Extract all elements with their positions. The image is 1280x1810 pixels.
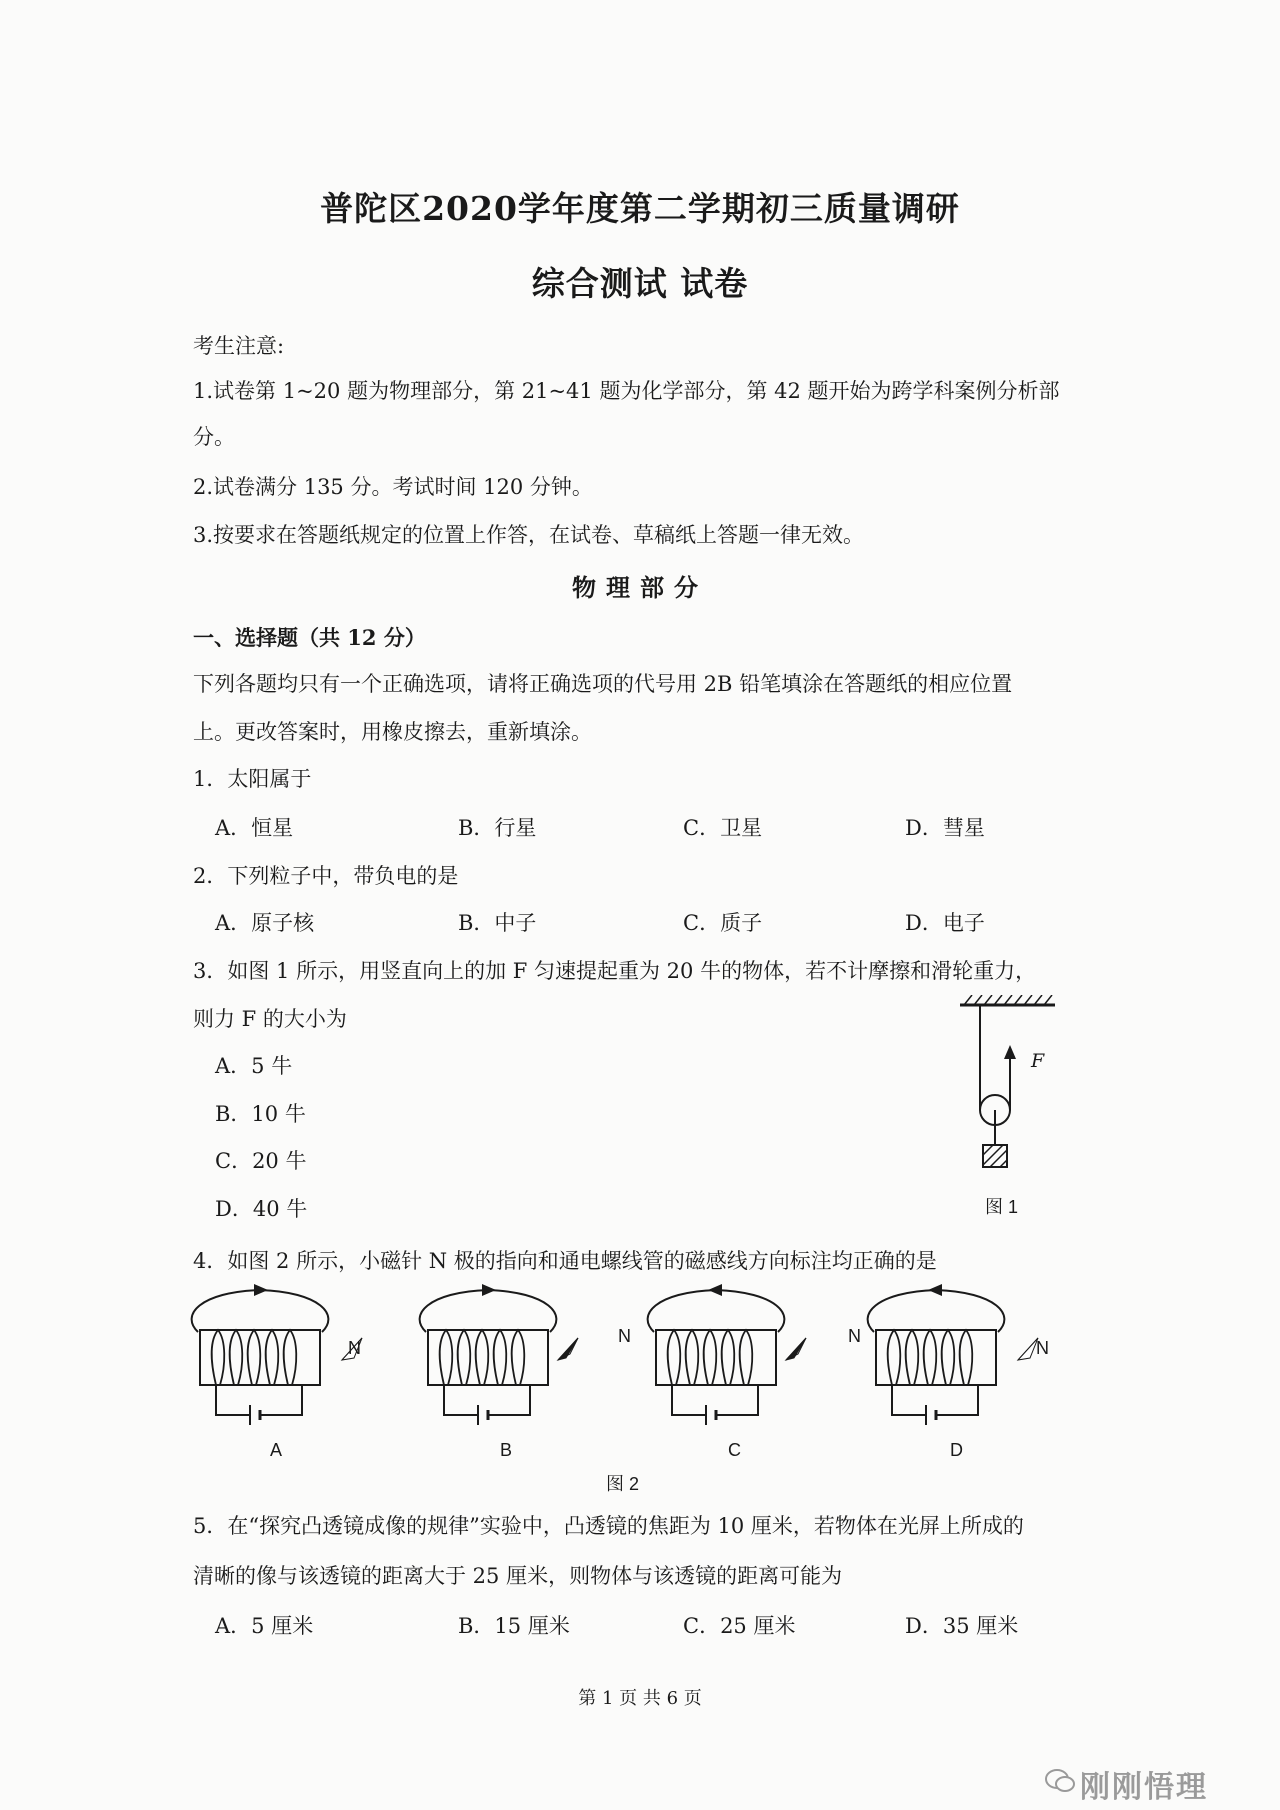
figure-1-label: 图 1: [985, 1197, 1019, 1217]
needle-label-a: N: [348, 1338, 361, 1358]
q3-stem-cont: 则力 F 的大小为: [193, 1007, 347, 1031]
notice-item-2: 2.试卷满分 135 分。考试时间 120 分钟。: [193, 475, 593, 499]
page-number: 第 1 页 共 6 页: [578, 1688, 702, 1709]
needle-label-b: N: [618, 1326, 631, 1346]
part1-instruction: 下列各题均只有一个正确选项，请将正确选项的代号用 2B 铅笔填涂在答题纸的相应位置: [193, 672, 1013, 696]
pulley-diagram: [950, 995, 1070, 1225]
q2-option-d: D．电子: [905, 911, 985, 935]
figure-2-label: 图 2: [606, 1474, 640, 1494]
q5-option-b: B．15 厘米: [458, 1614, 570, 1638]
solenoid-diagram: [190, 1280, 1090, 1460]
q5-option-d: D．35 厘米: [905, 1614, 1019, 1638]
q2-option-c: C．质子: [683, 911, 763, 935]
q1-option-a: A．恒星: [215, 816, 294, 840]
needle-label-d: N: [1036, 1338, 1049, 1358]
q3-option-a: A．5 牛: [215, 1054, 293, 1078]
exam-title: 普陀区2020学年度第二学期初三质量调研: [320, 189, 960, 228]
q5-option-c: C．25 厘米: [683, 1614, 796, 1638]
q3-option-b: B．10 牛: [215, 1102, 306, 1126]
notice-item-3: 3.按要求在答题纸规定的位置上作答，在试卷、草稿纸上答题一律无效。: [193, 523, 865, 547]
needle-label-c: N: [848, 1326, 861, 1346]
q2-option-a: A．原子核: [215, 911, 315, 935]
notice-heading: 考生注意:: [193, 334, 285, 358]
exam-subtitle: 综合测试 试卷: [531, 264, 749, 303]
q1-option-d: D．彗星: [905, 816, 985, 840]
wechat-icon: [1045, 1768, 1075, 1794]
q3-option-c: C．20 牛: [215, 1149, 307, 1173]
q3-stem: 3．如图 1 所示，用竖直向上的加 F 匀速提起重为 20 牛的物体，若不计摩擦和滑轮重力，: [193, 959, 1037, 983]
q5-stem-cont: 清晰的像与该透镜的距离大于 25 厘米，则物体与该透镜的距离可能为: [193, 1564, 843, 1588]
q4-stem: 4．如图 2 所示，小磁针 N 极的指向和通电螺线管的磁感线方向标注均正确的是: [193, 1249, 937, 1273]
panel-label-a: A: [270, 1440, 283, 1460]
q2-option-b: B．中子: [458, 911, 537, 935]
part1-heading: 一、选择题（共 12 分）: [193, 625, 426, 650]
q1-stem: 1．太阳属于: [193, 767, 312, 791]
force-label: F: [1031, 1050, 1045, 1072]
panel-label-b: B: [500, 1440, 513, 1460]
watermark-text: 刚刚悟理: [1080, 1771, 1208, 1804]
q1-option-c: C．卫星: [683, 816, 763, 840]
q2-stem: 2．下列粒子中，带负电的是: [193, 864, 459, 888]
panel-label-c: C: [728, 1440, 741, 1460]
q3-option-d: D．40 牛: [215, 1197, 308, 1221]
q5-stem: 5．在“探究凸透镜成像的规律”实验中，凸透镜的焦距为 10 厘米，若物体在光屏上所成的: [193, 1514, 1024, 1538]
panel-label-d: D: [950, 1440, 963, 1460]
notice-item-1-cont: 分。: [193, 425, 235, 449]
q5-option-a: A．5 厘米: [215, 1614, 314, 1638]
q1-option-b: B．行星: [458, 816, 537, 840]
section-title: 物理部分: [572, 573, 708, 602]
part1-instruction-cont: 上。更改答案时，用橡皮擦去，重新填涂。: [193, 720, 592, 744]
notice-item-1: 1.试卷第 1~20 题为物理部分，第 21~41 题为化学部分，第 42 题开始为跨学科案例分析部: [193, 379, 1060, 403]
